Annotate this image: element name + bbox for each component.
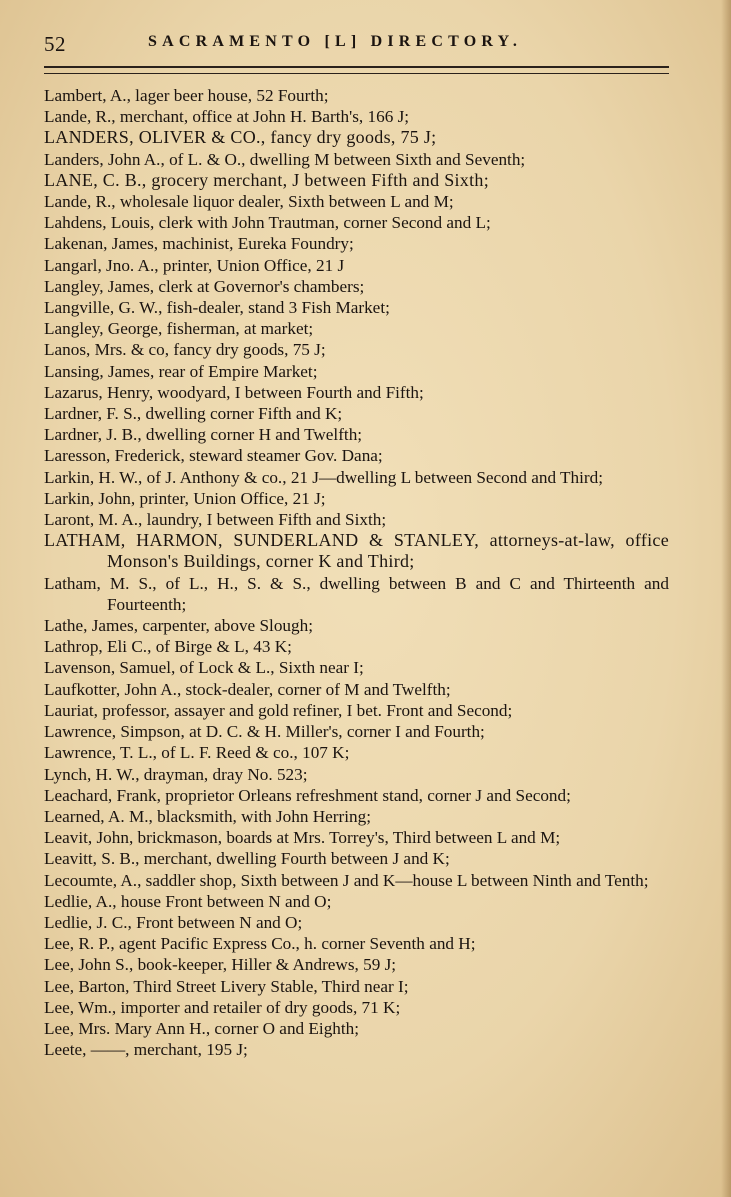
- directory-entry: Leete, ——, merchant, 195 J;: [44, 1040, 248, 1060]
- running-head: SACRAMENTO [L] DIRECTORY.: [148, 33, 523, 50]
- directory-entry: Lande, R., merchant, office at John H. Barth's, 166 J;: [44, 107, 410, 127]
- directory-entry: Lawrence, T. L., of L. F. Reed & co., 107 K;: [44, 743, 350, 763]
- directory-entry: Larkin, H. W., of J. Anthony & co., 21 J—dwelling L between Second and Third;: [44, 467, 603, 487]
- directory-entry: Ledlie, J. C., Front between N and O;: [44, 912, 303, 932]
- directory-entry: Lee, Wm., importer and retailer of dry goods, 71 K;: [44, 997, 401, 1017]
- directory-entry: Langville, G. W., fish-dealer, stand 3 Fish Market;: [44, 298, 390, 318]
- page-edge-shadow: [721, 0, 731, 1197]
- directory-entry: Laront, M. A., laundry, I between Fifth and Sixth;: [44, 510, 387, 530]
- directory-entry: Lansing, James, rear of Empire Market;: [44, 361, 318, 381]
- directory-entry: Learned, A. M., blacksmith, with John Herring;: [44, 806, 371, 826]
- directory-entry: Ledlie, A., house Front between N and O;: [44, 891, 332, 911]
- directory-entry: Lee, John S., book-keeper, Hiller & Andrews, 59 J;: [44, 955, 397, 975]
- directory-entry: Langarl, Jno. A., printer, Union Office, 21 J: [44, 255, 345, 275]
- directory-entry: Lazarus, Henry, woodyard, I between Fourth and Fifth;: [44, 382, 424, 402]
- directory-entry: Latham, M. S., of L., H., S. & S., dwelling between B and C and Thirteenth and Fourteenth;: [44, 573, 669, 614]
- directory-entry: Leavit, John, brickmason, boards at Mrs. Torrey's, Third between L and M;: [44, 828, 561, 848]
- directory-entry: Lee, R. P., agent Pacific Express Co., h. corner Seventh and H;: [44, 934, 476, 954]
- directory-entries: [44, 85, 669, 1060]
- directory-entry: Leachard, Frank, proprietor Orleans refreshment stand, corner J and Second;: [44, 785, 571, 805]
- directory-entry: Laresson, Frederick, steward steamer Gov. Dana;: [44, 446, 383, 466]
- header-rule: [44, 66, 669, 74]
- directory-entry: LANE, C. B., grocery merchant, J between Fifth and Sixth;: [44, 169, 490, 190]
- directory-entry: Lanos, Mrs. & co, fancy dry goods, 75 J;: [44, 340, 326, 360]
- directory-entry: LANDERS, OLIVER & CO., fancy dry goods, 75 J;: [44, 127, 437, 148]
- directory-entry: Lardner, J. B., dwelling corner H and Twelfth;: [44, 425, 363, 445]
- directory-entry: Lambert, A., lager beer house, 52 Fourth;: [44, 86, 329, 105]
- directory-entry: Lauriat, professor, assayer and gold refiner, I bet. Front and Second;: [44, 700, 513, 720]
- directory-entry: Lee, Mrs. Mary Ann H., corner O and Eighth;: [44, 1018, 360, 1038]
- directory-entry: Lahdens, Louis, clerk with John Trautman, corner Second and L;: [44, 213, 491, 233]
- directory-entry: Leavitt, S. B., merchant, dwelling Fourth between J and K;: [44, 849, 450, 869]
- directory-entry: Larkin, John, printer, Union Office, 21 J;: [44, 488, 326, 508]
- page-number: 52: [44, 32, 66, 56]
- page-header: [44, 30, 669, 62]
- directory-entry: Lakenan, James, machinist, Eureka Foundry;: [44, 234, 354, 254]
- directory-entry: Lecoumte, A., saddler shop, Sixth between J and K—house L between Ninth and Tenth;: [44, 870, 649, 890]
- directory-entry: Lardner, F. S., dwelling corner Fifth and K;: [44, 404, 343, 424]
- directory-entry: Lathrop, Eli C., of Birge & L, 43 K;: [44, 637, 292, 657]
- directory-entry: Lynch, H. W., drayman, dray No. 523;: [44, 764, 308, 784]
- directory-entry: Laufkotter, John A., stock-dealer, corner of M and Twelfth;: [44, 679, 451, 699]
- directory-entry: Langley, George, fisherman, at market;: [44, 319, 314, 339]
- directory-entry: Lavenson, Samuel, of Lock & L., Sixth near I;: [44, 658, 364, 678]
- directory-entry: Lawrence, Simpson, at D. C. & H. Miller's, corner I and Fourth;: [44, 722, 485, 742]
- directory-entry: Lathe, James, carpenter, above Slough;: [44, 616, 313, 636]
- directory-entry: Langley, James, clerk at Governor's chambers;: [44, 276, 365, 296]
- directory-entry: LATHAM, HARMON, SUNDERLAND & STANLEY, attorneys-at-law, office Monson's Buildings, corner K and Third;: [44, 530, 669, 572]
- directory-entry: Lee, Barton, Third Street Livery Stable, Third near I;: [44, 976, 409, 996]
- directory-entry: Landers, John A., of L. & O., dwelling M between Sixth and Seventh;: [44, 149, 526, 169]
- directory-entry: Lande, R., wholesale liquor dealer, Sixth between L and M;: [44, 192, 454, 212]
